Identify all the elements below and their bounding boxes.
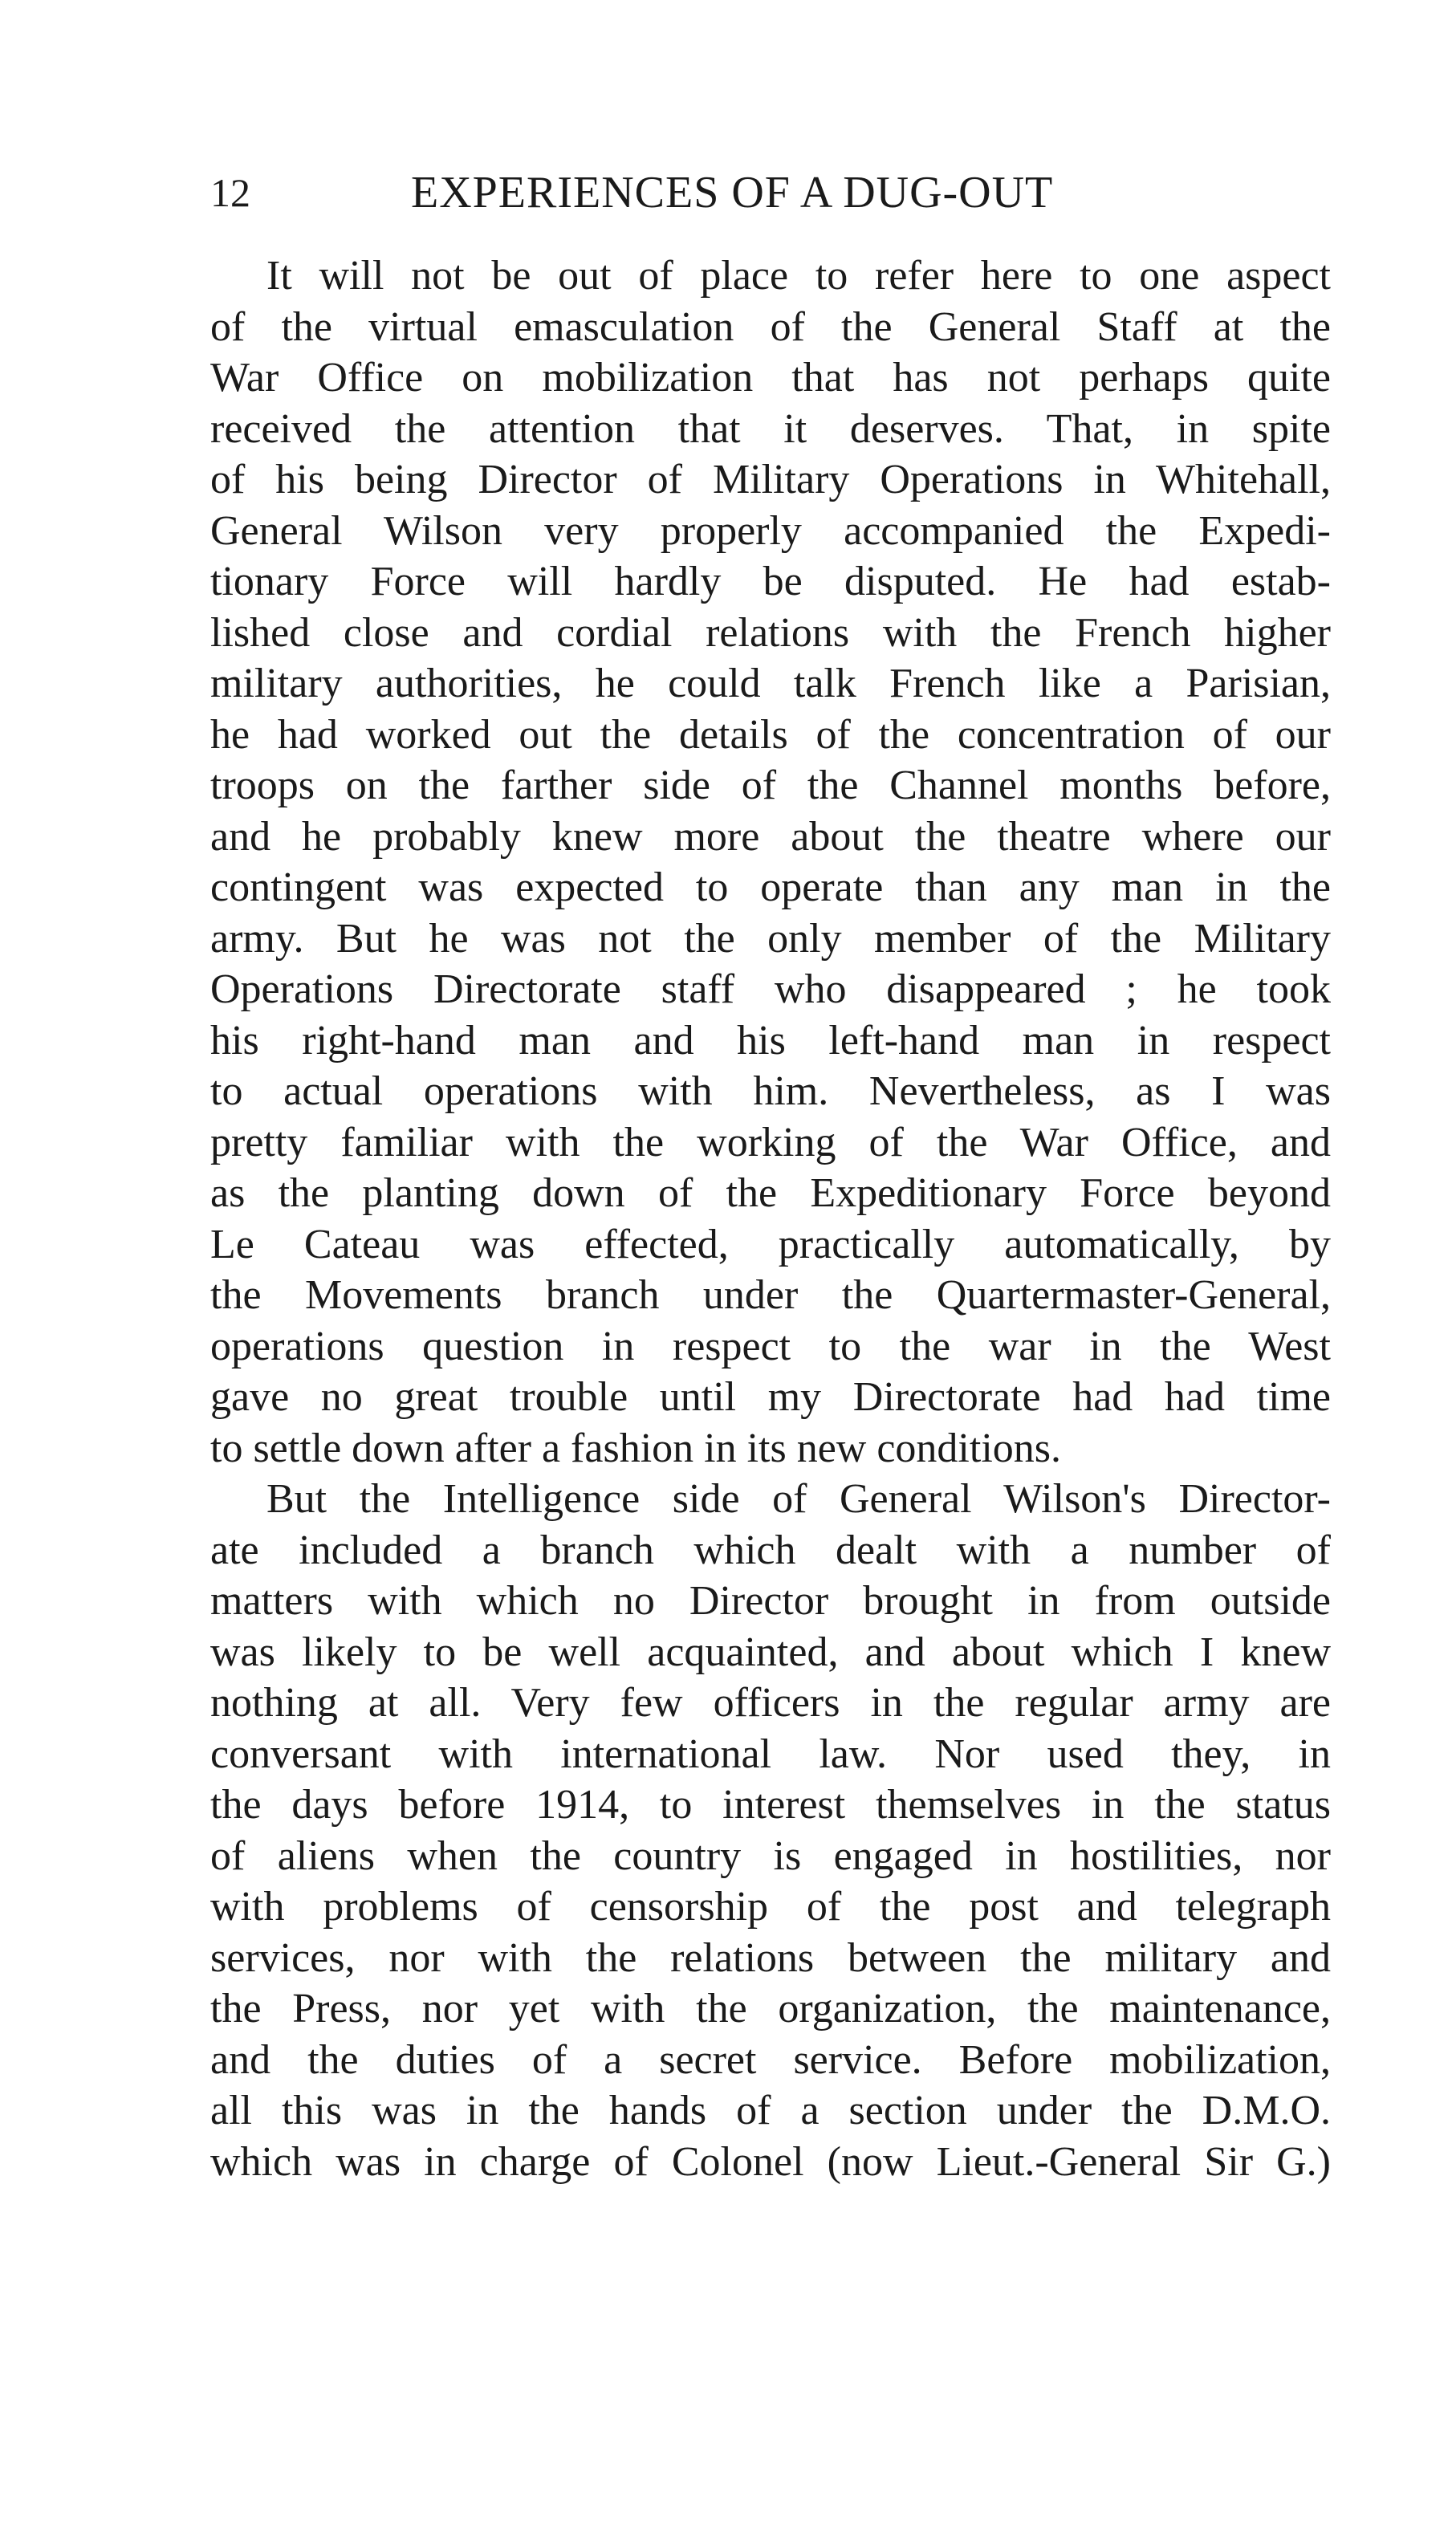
text-line: of his being Director of Military Operations in Whitehall, bbox=[210, 457, 1331, 502]
text-line: was likely to be well acquainted, and about which I knew bbox=[210, 1629, 1331, 1675]
text-line: Operations Directorate staff who disappeared ; he took bbox=[210, 966, 1331, 1012]
text-line: tionary Force will hardly be disputed. He had estab- bbox=[210, 559, 1331, 604]
text-line: matters with which no Director brought in from outside bbox=[210, 1578, 1331, 1624]
text-line: the Press, nor yet with the organization, the maintenance, bbox=[210, 1986, 1331, 2032]
text-line: lished close and cordial relations with the French higher bbox=[210, 609, 1331, 656]
text-line: gave no great trouble until my Directorate had had time bbox=[210, 1374, 1331, 1420]
text-line: But the Intelligence side of General Wilson's Director- bbox=[266, 1476, 1331, 1522]
text-line: to settle down after a fashion in its new conditions. bbox=[210, 1425, 1062, 1471]
page-number: 12 bbox=[210, 170, 250, 215]
text-line: received the attention that it deserves. That, in spite bbox=[210, 405, 1331, 452]
text-line: as the planting down of the Expeditionary Force beyond bbox=[210, 1170, 1331, 1216]
text-line: of the virtual emasculation of the General Staff at the bbox=[210, 303, 1331, 350]
text-line: ate included a branch which dealt with a number of bbox=[210, 1527, 1331, 1573]
text-line: army. But he was not the only member of the Military bbox=[210, 915, 1331, 962]
text-line: all this was in the hands of a section under the D.M.O. bbox=[210, 2088, 1331, 2133]
running-title: EXPERIENCES OF A DUG-OUT bbox=[411, 168, 1054, 218]
text-line: conversant with international law. Nor used they, in bbox=[210, 1731, 1331, 1777]
text-line: his right-hand man and his left-hand man in respect bbox=[210, 1017, 1331, 1064]
text-line: General Wilson very properly accompanied the Expedi- bbox=[210, 507, 1331, 554]
text-line: Le Cateau was effected, practically automatically, by bbox=[210, 1221, 1331, 1267]
page-header bbox=[210, 165, 1246, 221]
text-line: to actual operations with him. Nevertheless, as I was bbox=[210, 1068, 1331, 1114]
text-line: of aliens when the country is engaged in hostilities, nor bbox=[210, 1832, 1331, 1879]
text-line: and he probably knew more about the theatre where our bbox=[210, 813, 1331, 860]
text-line: War Office on mobilization that has not perhaps quite bbox=[210, 355, 1331, 401]
text-line: and the duties of a secret service. Before mobilization, bbox=[210, 2036, 1331, 2083]
text-line: nothing at all. Very few officers in the regular army are bbox=[210, 1680, 1331, 1726]
text-line: with problems of censorship of the post and telegraph bbox=[210, 1884, 1331, 1930]
text-line: the Movements branch under the Quartermaster-General, bbox=[210, 1272, 1331, 1318]
text-line: contingent was expected to operate than any man in the bbox=[210, 864, 1331, 910]
text-line: military authorities, he could talk French like a Parisian, bbox=[210, 661, 1331, 706]
text-line: It will not be out of place to refer here to one aspect bbox=[266, 253, 1331, 299]
body-text bbox=[210, 250, 1331, 2187]
text-line: operations question in respect to the war in the West bbox=[210, 1323, 1331, 1369]
text-line: which was in charge of Colonel (now Lieut.-General Sir G.) bbox=[210, 2138, 1331, 2185]
text-line: he had worked out the details of the concentration of our bbox=[210, 711, 1331, 758]
text-line: troops on the farther side of the Channel months before, bbox=[210, 763, 1331, 808]
text-line: pretty familiar with the working of the War Office, and bbox=[210, 1119, 1331, 1165]
text-line: services, nor with the relations between the military and bbox=[210, 1934, 1331, 1981]
text-line: the days before 1914, to interest themselves in the status bbox=[210, 1782, 1331, 1828]
